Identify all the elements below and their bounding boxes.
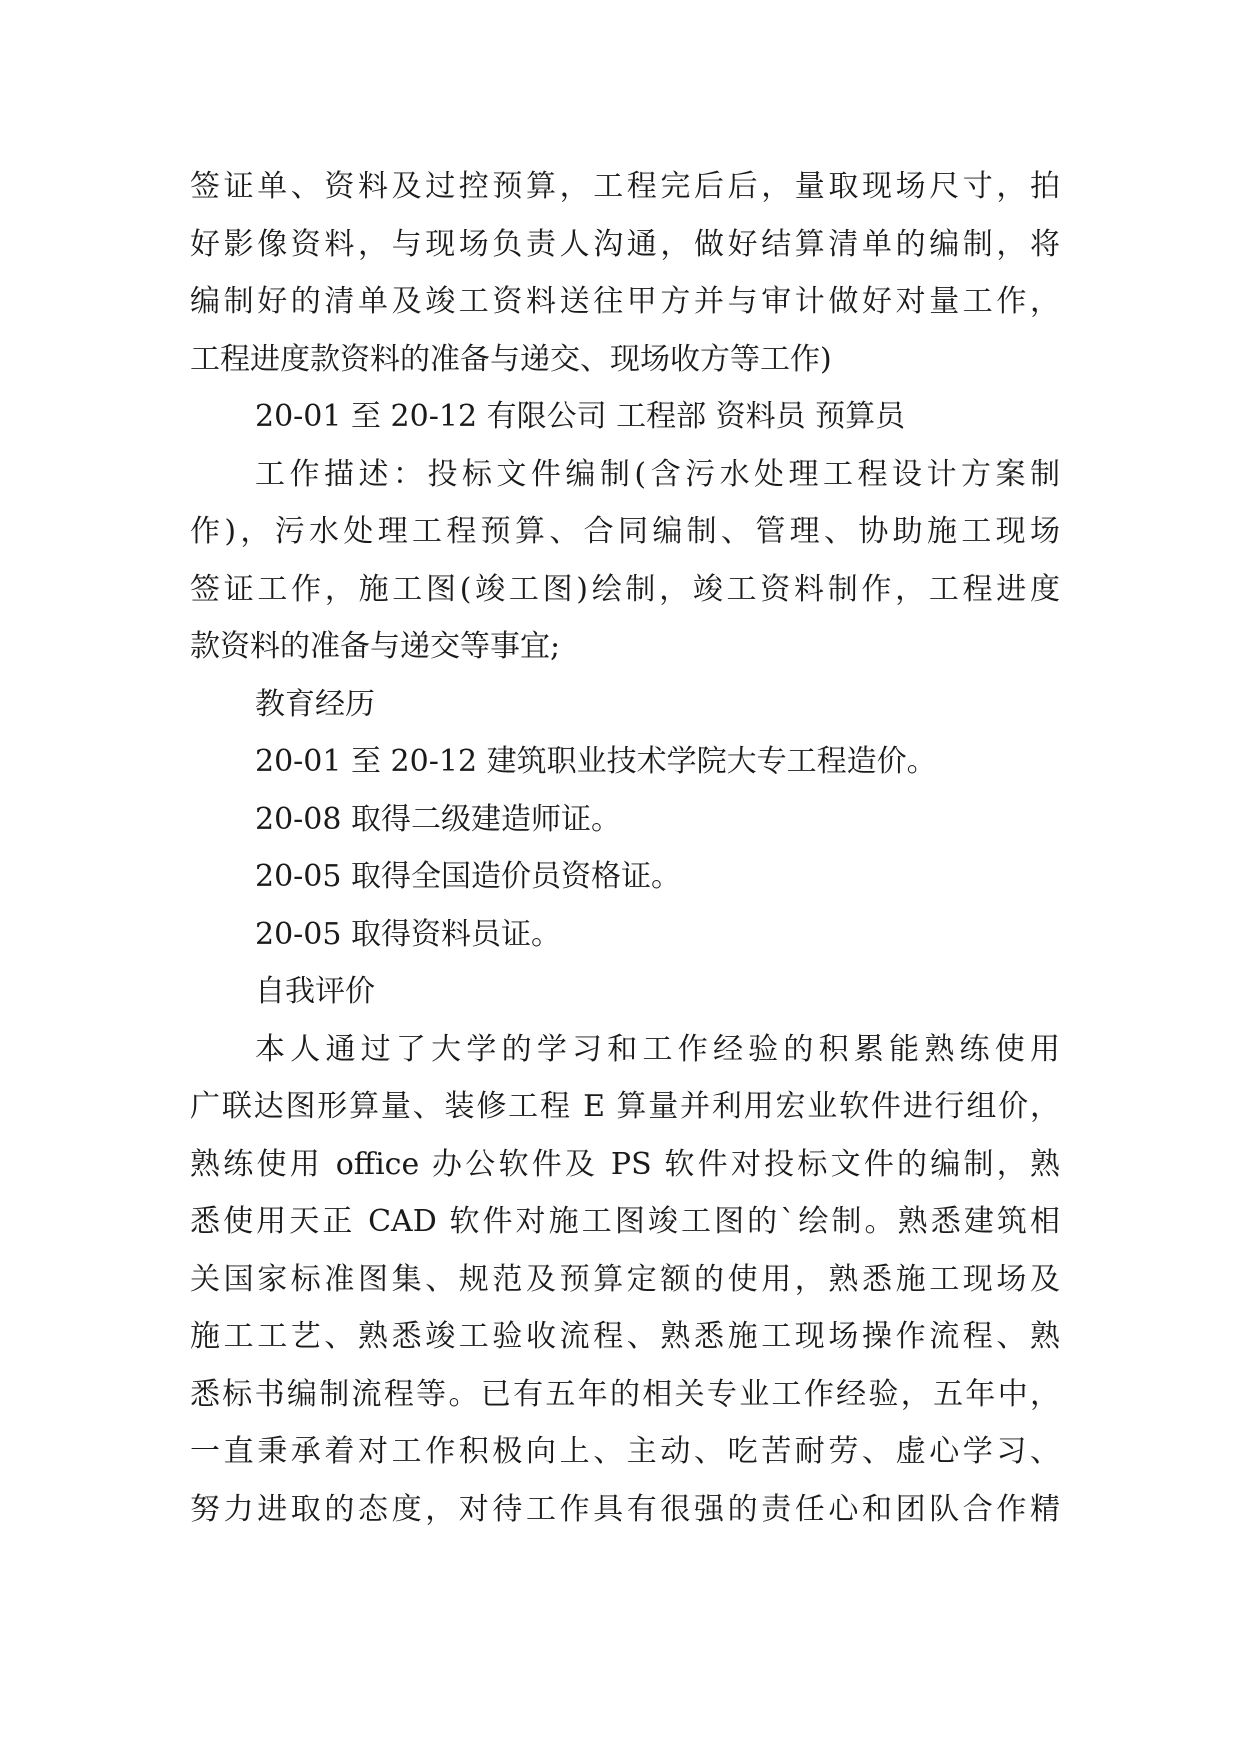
text-line: 悉使用天正 CAD 软件对施工图竣工图的`绘制。熟悉建筑相: [190, 1204, 1060, 1239]
text-line: 签证工作，施工图(竣工图)绘制，竣工资料制作，工程进度: [190, 571, 1060, 607]
job-entry-line: 20-01 至 20-12 有限公司 工程部 资料员 预算员: [255, 399, 906, 434]
education-entry: 20-01 至 20-12 建筑职业技术学院大专工程造价。: [255, 744, 937, 779]
text-line: 好影像资料，与现场负责人沟通，做好结算清单的编制，将: [190, 226, 1060, 262]
text-line: 广联达图形算量、装修工程 E 算量并利用宏业软件进行组价，: [190, 1089, 1060, 1124]
text-line: 熟练使用 office 办公软件及 PS 软件对投标文件的编制，熟: [190, 1146, 1060, 1182]
section-heading-education: 教育经历: [255, 686, 375, 722]
section-heading-self-evaluation: 自我评价: [255, 974, 375, 1009]
text-line: 签证单、资料及过控预算，工程完后后，量取现场尺寸，拍: [190, 169, 1060, 204]
text-line: 款资料的准备与递交等事宜;: [190, 629, 561, 664]
certificate-entry: 20-08 取得二级建造师证。: [255, 801, 622, 837]
text-line: 作)，污水处理工程预算、合同编制、管理、协助施工现场: [190, 514, 1060, 549]
text-line: 关国家标准图集、规范及预算定额的使用，熟悉施工现场及: [190, 1261, 1060, 1297]
text-line: 努力进取的态度，对待工作具有很强的责任心和团队合作精: [190, 1491, 1060, 1527]
job-description-line: 工作描述：投标文件编制(含污水处理工程设计方案制: [255, 456, 1060, 492]
text-line: 工程进度款资料的准备与递交、现场收方等工作): [190, 341, 832, 377]
document-body: [190, 158, 1060, 1538]
text-line: 施工工艺、熟悉竣工验收流程、熟悉施工现场操作流程、熟: [190, 1319, 1060, 1354]
text-line: 编制好的清单及竣工资料送往甲方并与审计做好对量工作，: [190, 284, 1060, 319]
certificate-entry: 20-05 取得全国造价员资格证。: [255, 859, 682, 894]
self-evaluation-line: 本人通过了大学的学习和工作经验的积累能熟练使用: [255, 1031, 1060, 1067]
text-line: 悉标书编制流程等。已有五年的相关专业工作经验，五年中，: [190, 1376, 1060, 1412]
certificate-entry: 20-05 取得资料员证。: [255, 916, 562, 952]
text-line: 一直秉承着对工作积极向上、主动、吃苦耐劳、虚心学习、: [190, 1434, 1060, 1469]
